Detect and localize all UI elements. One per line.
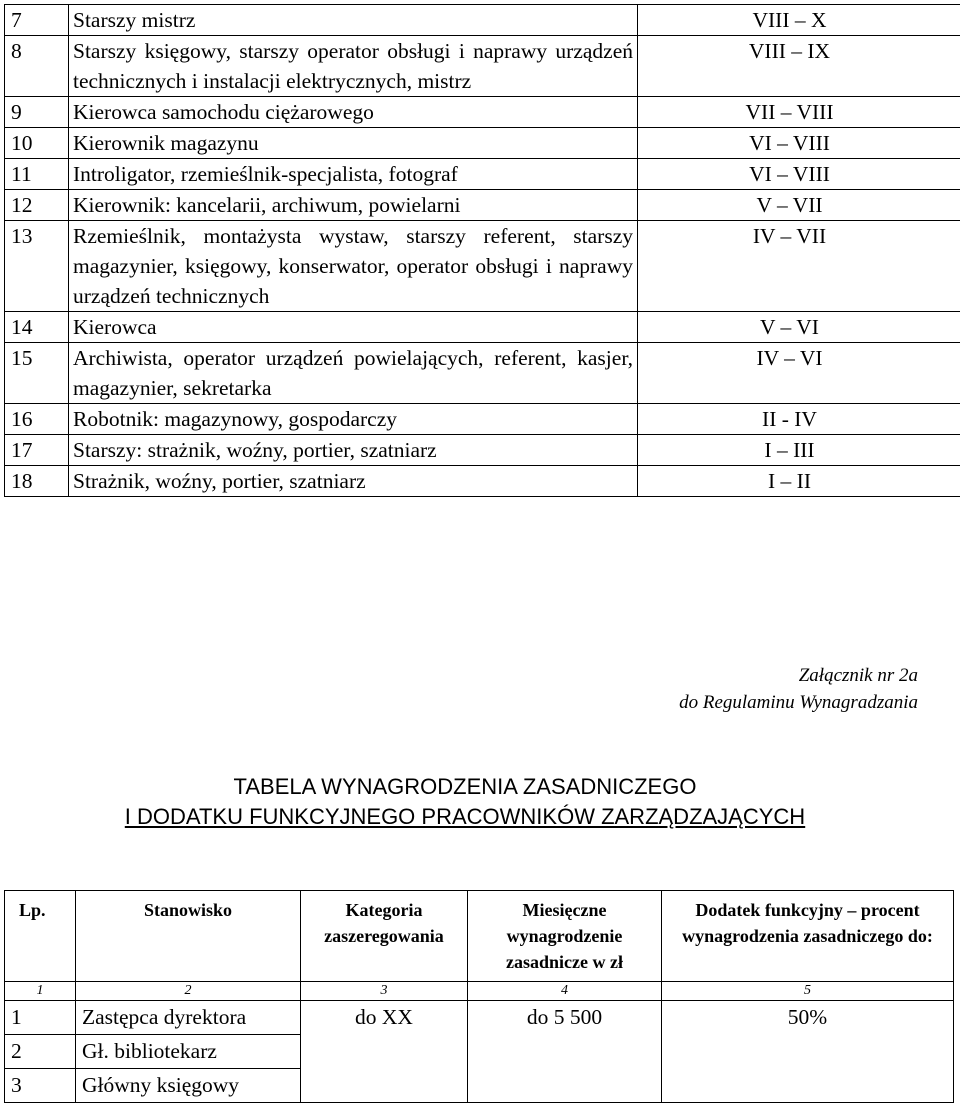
row-position: Starszy księgowy, starszy operator obsługi i naprawy urządzeń technicznych i instalacji elektrycznych, mistrz	[69, 36, 638, 97]
annex-reference: do Regulaminu Wynagradzania	[679, 689, 918, 716]
row-position: Kierowca	[69, 312, 638, 343]
row-position: Kierownik: kancelarii, archiwum, powielarni	[69, 190, 638, 221]
row-position: Robotnik: magazynowy, gospodarczy	[69, 404, 638, 435]
column-index: 3	[301, 982, 468, 1001]
row-category: I – II	[638, 466, 960, 497]
document-title	[0, 772, 930, 832]
row-position: Starszy: strażnik, woźny, portier, szatniarz	[69, 435, 638, 466]
row-number: 13	[5, 221, 69, 312]
table-row	[5, 343, 960, 404]
table-row	[5, 5, 960, 36]
row-position: Introligator, rzemieślnik-specjalista, fotograf	[69, 159, 638, 190]
row-number: 16	[5, 404, 69, 435]
table-row	[5, 159, 960, 190]
row-category: VII – VIII	[638, 97, 960, 128]
header-position: Stanowisko	[76, 891, 301, 982]
row-number: 15	[5, 343, 69, 404]
header-bonus: Dodatek funkcyjny – procent wynagrodzenia zasadniczego do:	[662, 891, 954, 982]
title-line-1: TABELA WYNAGRODZENIA ZASADNICZEGO	[0, 772, 930, 802]
row-number: 1	[5, 1001, 76, 1035]
table-row	[5, 312, 960, 343]
row-position: Archiwista, operator urządzeń powielających, referent, kasjer, magazynier, sekretarka	[69, 343, 638, 404]
row-position: Kierowca samochodu ciężarowego	[69, 97, 638, 128]
row-category: VI – VIII	[638, 159, 960, 190]
row-category: IV – VI	[638, 343, 960, 404]
positions-table-body	[5, 5, 960, 497]
row-number: 10	[5, 128, 69, 159]
row-position: Starszy mistrz	[69, 5, 638, 36]
row-number: 2	[5, 1035, 76, 1069]
row-number: 14	[5, 312, 69, 343]
row-number: 12	[5, 190, 69, 221]
row-number: 3	[5, 1069, 76, 1103]
table-row	[5, 221, 960, 312]
positions-table	[4, 4, 960, 497]
column-index-row	[5, 982, 954, 1001]
row-category: V – VII	[638, 190, 960, 221]
row-position: Główny księgowy	[76, 1069, 301, 1103]
column-index: 1	[5, 982, 76, 1001]
row-category: VIII – IX	[638, 36, 960, 97]
title-line-2: I DODATKU FUNKCYJNEGO PRACOWNIKÓW ZARZĄDZAJĄCYCH	[0, 802, 930, 832]
row-position: Strażnik, woźny, portier, szatniarz	[69, 466, 638, 497]
row-category: IV – VII	[638, 221, 960, 312]
column-index: 2	[76, 982, 301, 1001]
row-category: I – III	[638, 435, 960, 466]
row-position: Gł. bibliotekarz	[76, 1035, 301, 1069]
annex-number: Załącznik nr 2a	[679, 662, 918, 689]
shared-salary: do 5 500	[468, 1001, 662, 1103]
table-row	[5, 435, 960, 466]
table-row	[5, 97, 960, 128]
header-salary: Miesięczne wynagrodzenie zasadnicze w zł	[468, 891, 662, 982]
table-row	[5, 404, 960, 435]
table-row	[5, 466, 960, 497]
header-lp: Lp.	[5, 891, 76, 982]
header-category: Kategoria zaszeregowania	[301, 891, 468, 982]
row-number: 11	[5, 159, 69, 190]
row-category: II - IV	[638, 404, 960, 435]
shared-bonus: 50%	[662, 1001, 954, 1103]
shared-category: do XX	[301, 1001, 468, 1103]
row-category: V – VI	[638, 312, 960, 343]
row-number: 17	[5, 435, 69, 466]
row-category: VI – VIII	[638, 128, 960, 159]
row-position: Kierownik magazynu	[69, 128, 638, 159]
row-number: 9	[5, 97, 69, 128]
row-number: 8	[5, 36, 69, 97]
row-number: 18	[5, 466, 69, 497]
annex-note	[679, 662, 918, 716]
row-position: Rzemieślnik, montażysta wystaw, starszy referent, starszy magazynier, księgowy, konserwator, operator obsługi i naprawy urządzeń technicznych	[69, 221, 638, 312]
table-row	[5, 36, 960, 97]
table-row	[5, 190, 960, 221]
row-number: 7	[5, 5, 69, 36]
table-header-row	[5, 891, 954, 982]
column-index: 5	[662, 982, 954, 1001]
table-row	[5, 1001, 954, 1035]
table-row	[5, 128, 960, 159]
row-category: VIII – X	[638, 5, 960, 36]
row-position: Zastępca dyrektora	[76, 1001, 301, 1035]
column-index: 4	[468, 982, 662, 1001]
management-salary-table	[4, 890, 954, 1103]
